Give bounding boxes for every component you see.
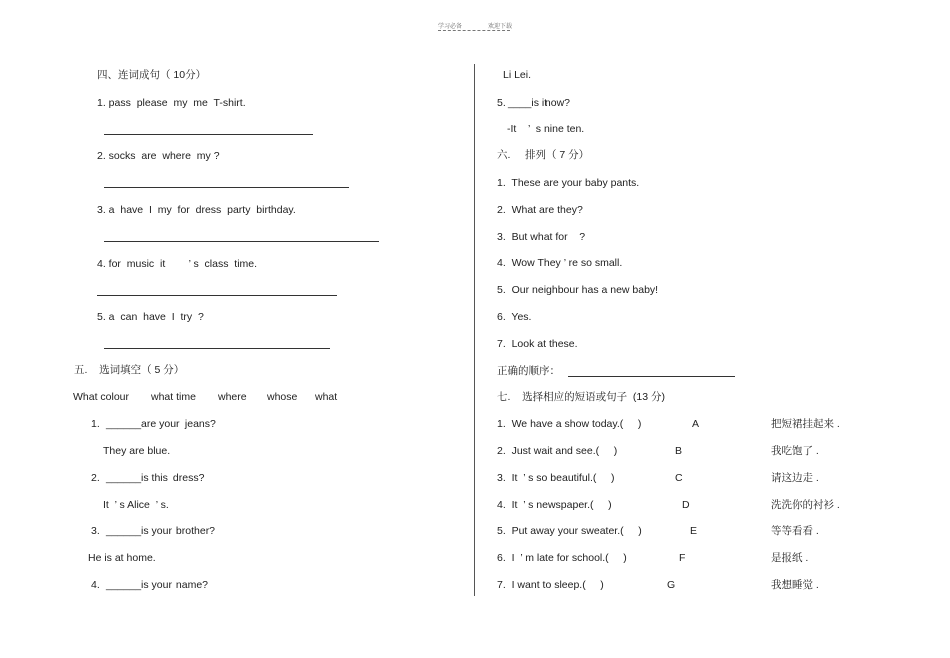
section6-item-7: 7. Look at these. bbox=[497, 338, 578, 350]
q4-number: 4. bbox=[91, 579, 100, 591]
q1-rest: jeans? bbox=[182, 418, 216, 430]
q2-rest: dress? bbox=[170, 472, 205, 484]
match-option-b: 我吃饱了 . bbox=[771, 445, 819, 457]
match-question-2: 2. Just wait and see.( ) bbox=[497, 445, 618, 457]
section4-item-2: 2. socks are where my ? bbox=[97, 150, 220, 162]
q3-answer: He is at home. bbox=[88, 552, 156, 564]
match-option-d: 洗洗你的衬衫 . bbox=[771, 499, 840, 511]
section6-item-3: 3. But what for ? bbox=[497, 231, 586, 243]
match-option-g: 我想睡觉 . bbox=[771, 579, 819, 591]
section6-item-4: 4. Wow They ’ re so small. bbox=[497, 257, 623, 269]
section4-item-4: 4. for music it ’ s class time. bbox=[97, 258, 258, 270]
q5-blank[interactable]: ____is it bbox=[508, 97, 548, 109]
choice-what: what bbox=[315, 391, 338, 403]
answer-line-1[interactable] bbox=[104, 134, 313, 135]
section4-item-3: 3. a have I my for dress party birthday. bbox=[97, 204, 296, 216]
match-letter-g: G bbox=[667, 579, 676, 591]
match-question-6: 6. I ’ m late for school.( ) bbox=[497, 552, 627, 564]
q4-answer: Li Lei. bbox=[503, 69, 532, 81]
choice-what-colour: What colour bbox=[73, 391, 130, 403]
header-left: 学习必备 bbox=[438, 24, 463, 30]
section6-item-2: 2. What are they? bbox=[497, 204, 583, 216]
section4-item-5: 5. a can have I try ? bbox=[97, 311, 204, 323]
match-letter-e: E bbox=[690, 525, 698, 537]
match-question-1: 1. We have a show today.( ) bbox=[497, 418, 642, 430]
match-question-5: 5. Put away your sweater.( ) bbox=[497, 525, 642, 537]
order-answer-line[interactable] bbox=[568, 376, 735, 377]
match-question-7: 7. I want to sleep.( ) bbox=[497, 579, 604, 591]
section6-item-6: 6. Yes. bbox=[497, 311, 532, 323]
section4-item-1: 1. pass please my me T-shirt. bbox=[97, 97, 246, 109]
match-option-f: 是报纸 . bbox=[771, 552, 809, 564]
q2-answer: It ’ s Alice ’ s. bbox=[103, 499, 169, 511]
q4-rest: name? bbox=[173, 579, 209, 591]
section6-title: 六. 排列（ 7 分） bbox=[497, 149, 590, 161]
section6-item-5: 5. Our neighbour has a new baby! bbox=[497, 284, 659, 296]
header-rule bbox=[438, 30, 510, 31]
q2-blank[interactable]: ______is this bbox=[106, 472, 168, 484]
choice-where: where bbox=[218, 391, 247, 403]
q1-number: 1. bbox=[91, 418, 100, 430]
choice-what-time: what time bbox=[151, 391, 196, 403]
q3-blank[interactable]: ______is your bbox=[106, 525, 172, 537]
match-letter-c: C bbox=[675, 472, 683, 484]
match-question-4: 4. It ’ s newspaper.( ) bbox=[497, 499, 612, 511]
match-question-3: 3. It ’ s so beautiful.( ) bbox=[497, 472, 615, 484]
match-letter-f: F bbox=[679, 552, 686, 564]
q2-number: 2. bbox=[91, 472, 100, 484]
q5-number: 5. bbox=[497, 97, 506, 109]
q4-blank[interactable]: ______is your bbox=[106, 579, 172, 591]
q5-answer: -It ’ s nine ten. bbox=[507, 123, 585, 135]
q1-blank[interactable]: ______are your bbox=[106, 418, 180, 430]
answer-line-3[interactable] bbox=[104, 241, 379, 242]
answer-line-5[interactable] bbox=[104, 348, 330, 349]
answer-line-4[interactable] bbox=[97, 295, 337, 296]
section4-title: 四、连词成句（ 10分） bbox=[97, 69, 207, 81]
match-option-e: 等等看看 . bbox=[771, 525, 819, 537]
section5-title: 五. 选词填空（ 5 分） bbox=[74, 364, 185, 376]
order-label: 正确的顺序： bbox=[497, 365, 560, 377]
q5-rest: now? bbox=[542, 97, 571, 109]
section6-item-1: 1. These are your baby pants. bbox=[497, 177, 640, 189]
match-letter-d: D bbox=[682, 499, 690, 511]
column-divider bbox=[474, 64, 475, 596]
choice-whose: whose bbox=[267, 391, 298, 403]
match-option-a: 把短裙挂起来 . bbox=[771, 418, 840, 430]
q3-number: 3. bbox=[91, 525, 100, 537]
match-letter-b: B bbox=[675, 445, 683, 457]
answer-line-2[interactable] bbox=[104, 187, 349, 188]
match-option-c: 请这边走 . bbox=[771, 472, 819, 484]
header-right: 欢迎下载 bbox=[488, 24, 513, 30]
q3-rest: brother? bbox=[173, 525, 216, 537]
q1-answer: They are blue. bbox=[103, 445, 171, 457]
match-letter-a: A bbox=[692, 418, 700, 430]
section7-title: 七. 选择相应的短语或句子 (13 分) bbox=[497, 391, 666, 403]
